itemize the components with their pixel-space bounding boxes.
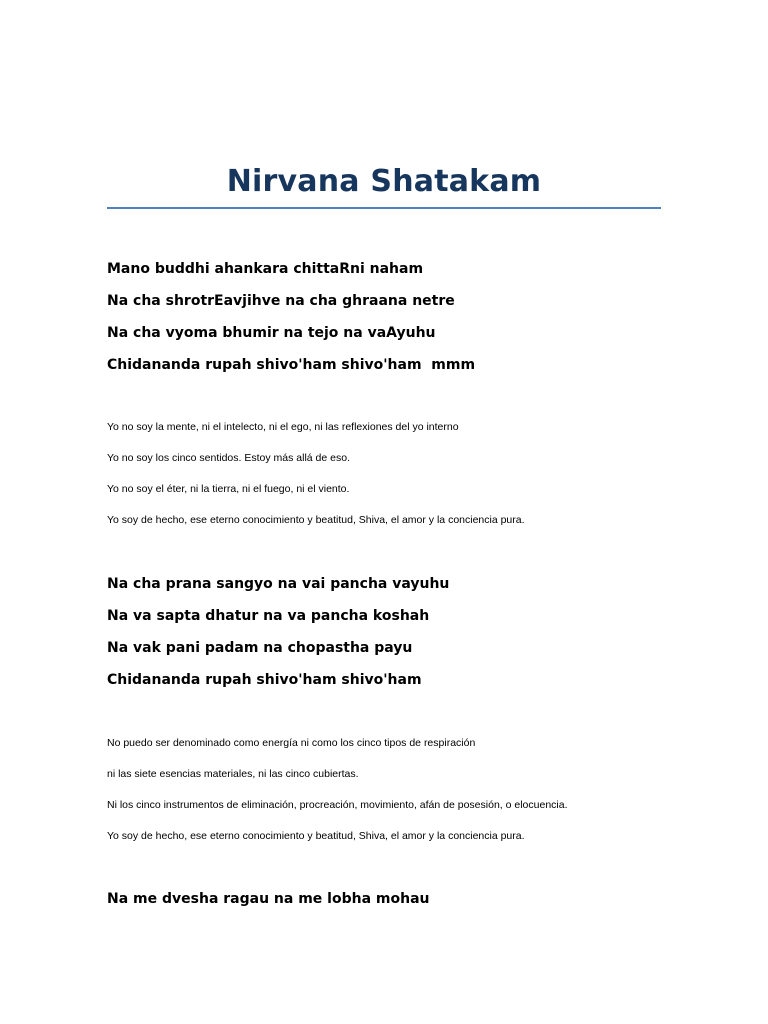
translation-line: ni las siete esencias materiales, ni las cinco cubiertas.	[107, 768, 359, 780]
stanza-1-translation	[107, 412, 707, 536]
sanskrit-line: Chidananda rupah shivo'ham shivo'ham	[107, 672, 422, 688]
page-title: Nirvana Shatakam	[226, 164, 542, 199]
sanskrit-line: Chidananda rupah shivo'ham shivo'ham mmm	[107, 357, 476, 373]
translation-line: Yo no soy los cinco sentidos. Estoy más allá de eso.	[107, 452, 350, 464]
stanza-3-sanskrit	[107, 883, 707, 915]
translation-line: Yo soy de hecho, ese eterno conocimiento y beatitud, Shiva, el amor y la conciencia pura.	[107, 514, 525, 526]
sanskrit-line: Na cha shrotrEavjihve na cha ghraana netre	[107, 293, 455, 309]
sanskrit-line: Na vak pani padam na chopastha payu	[107, 640, 413, 656]
sanskrit-line: Na me dvesha ragau na me lobha mohau	[107, 891, 430, 907]
sanskrit-line: Mano buddhi ahankara chittaRni naham	[107, 261, 424, 277]
translation-line: Ni los cinco instrumentos de eliminación, procreación, movimiento, afán de posesión, o elocuencia.	[107, 799, 568, 811]
translation-line: No puedo ser denominado como energía ni como los cinco tipos de respiración	[107, 737, 476, 749]
stanza-2-translation	[107, 728, 707, 852]
translation-line: Yo no soy la mente, ni el intelecto, ni el ego, ni las reflexiones del yo interno	[107, 421, 459, 433]
translation-line: Yo no soy el éter, ni la tierra, ni el fuego, ni el viento.	[107, 483, 350, 495]
stanza-2-sanskrit	[107, 568, 707, 696]
stanza-1-sanskrit	[107, 253, 707, 381]
title-underline	[107, 207, 661, 209]
sanskrit-line: Na cha vyoma bhumir na tejo na vaAyuhu	[107, 325, 436, 341]
sanskrit-line: Na cha prana sangyo na vai pancha vayuhu	[107, 576, 450, 592]
sanskrit-line: Na va sapta dhatur na va pancha koshah	[107, 608, 430, 624]
translation-line: Yo soy de hecho, ese eterno conocimiento y beatitud, Shiva, el amor y la conciencia pura.	[107, 830, 525, 842]
